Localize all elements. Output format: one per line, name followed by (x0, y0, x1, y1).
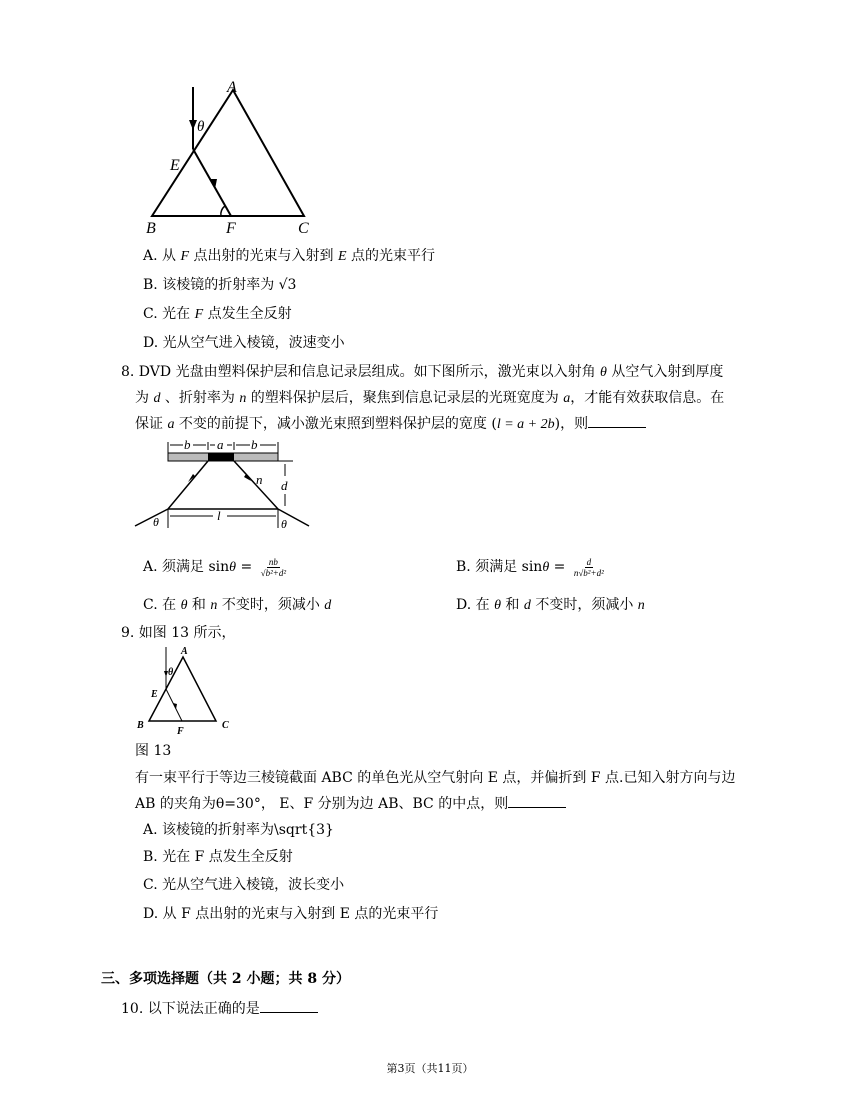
q9-line1: 有一束平行于等边三棱镜截面 ABC 的单色光从空气射向 E 点，并偏折到 F 点.已知入射方向与边 (135, 770, 736, 786)
q8-line3: 保证 a 不变的前提下，减小激光束照到塑料保护层的宽度 (l = a + 2b)，则 (135, 413, 646, 433)
label-l: l (217, 508, 221, 523)
answer-blank (508, 795, 566, 808)
q8-option-d: D. 在 θ 和 d 不变时，须减小 n (456, 597, 645, 613)
fig13-label-F: F (177, 726, 184, 737)
fig13-label-B: B (137, 720, 144, 731)
label-b-left: b (184, 437, 191, 452)
q7-option-d: D. 光从空气进入棱镜，波速变小 (143, 335, 345, 351)
label-theta-right: θ (281, 517, 287, 531)
q8-option-b: B. 须满足 sinθ = $\frac{d}{\text{n√b²+d²}}$ (456, 556, 604, 578)
answer-blank (260, 1000, 318, 1013)
label-n: n (256, 472, 263, 487)
q7-option-a: A. 从 F 点出射的光束与入射到 E 点的光束平行 (143, 248, 435, 264)
q8-line1: 8. DVD 光盘由塑料保护层和信息记录层组成。如下图所示，激光束以入射角 θ 从空气入射到厚度 (121, 364, 724, 380)
label-A: A (227, 79, 237, 96)
fig13-label-theta: θ (168, 667, 174, 678)
q8-dvd-figure (133, 436, 313, 536)
q9-prism-figure (136, 643, 236, 738)
q8-option-c: C. 在 θ 和 n 不变时，须减小 d (143, 597, 332, 613)
fig13-label-C: C (222, 720, 229, 731)
label-E: E (170, 157, 180, 174)
page-footer: 第3页（共11页） (386, 1062, 474, 1075)
q9-option-b: B. 光在 F 点发生全反射 (143, 849, 293, 865)
label-a: a (217, 437, 224, 452)
q9-header: 9. 如图 13 所示， (121, 625, 236, 641)
section-3-title: 三、多项选择题（共 2 小题；共 8 分） (101, 971, 350, 987)
label-C: C (298, 220, 309, 237)
q7-prism-figure (140, 78, 330, 238)
label-F: F (226, 220, 236, 237)
q9-line2: AB 的夹角为θ=30°， E、F 分别为边 AB、BC 的中点，则 (135, 793, 566, 813)
label-B: B (146, 220, 156, 237)
q7-option-b: B. 该棱镜的折射率为 √3 (143, 277, 297, 293)
q7-option-c: C. 光在 F 点发生全反射 (143, 306, 292, 322)
answer-blank (588, 415, 646, 428)
fig13-label-E: E (151, 689, 158, 700)
label-theta-left: θ (153, 515, 159, 529)
prism-triangle (152, 90, 304, 216)
label-theta: θ (197, 119, 205, 135)
fig13-label-A: A (181, 646, 188, 657)
figure13-caption: 图 13 (135, 743, 172, 759)
q10-text: 10. 以下说法正确的是 (121, 998, 318, 1018)
label-d: d (281, 478, 288, 493)
q9-option-a: A. 该棱镜的折射率为\sqrt{3} (143, 822, 334, 838)
q8-option-a: A. 须满足 sinθ = $\frac{nb}{\text{√b²+d²}}$ (143, 556, 287, 578)
label-b-right: b (251, 437, 258, 452)
q9-option-c: C. 光从空气进入棱镜，波长变小 (143, 877, 345, 893)
q8-line2: 为 d 、折射率为 n 的塑料保护层后，聚焦到信息记录层的光斑宽度为 a，才能有效获取信息。在 (135, 390, 725, 406)
q9-option-d: D. 从 F 点出射的光束与入射到 E 点的光束平行 (143, 906, 439, 922)
spot-a (208, 453, 234, 461)
